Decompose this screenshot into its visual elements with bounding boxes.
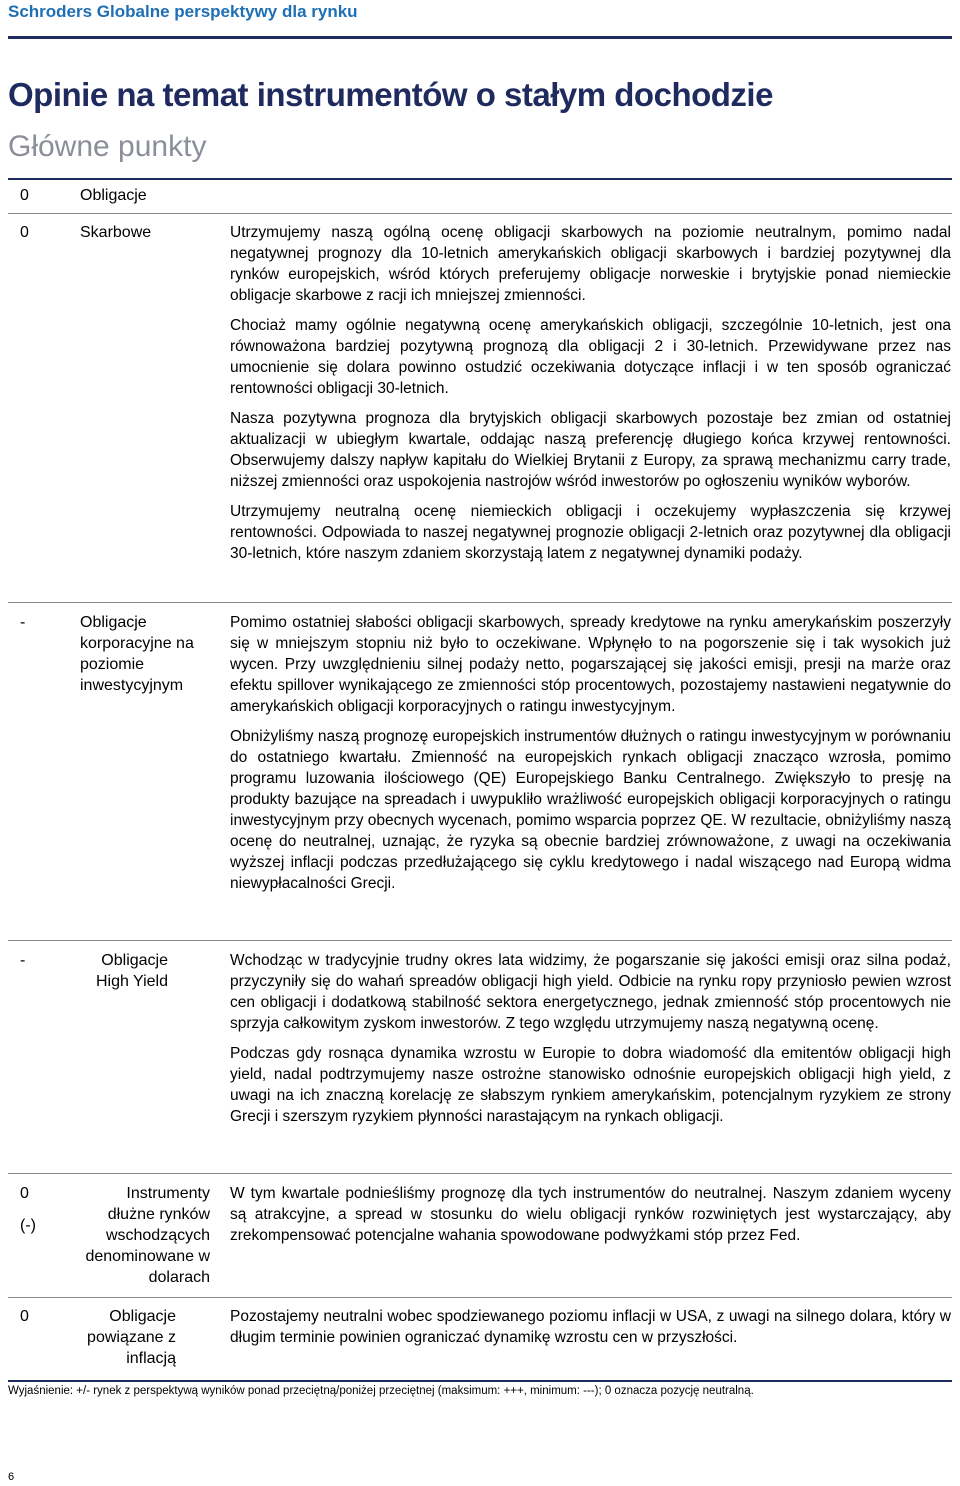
header-divider bbox=[8, 36, 952, 39]
page-number: 6 bbox=[8, 1471, 15, 1483]
outlook-row bbox=[8, 1297, 952, 1367]
table-bottom-rule bbox=[8, 1380, 952, 1382]
row-body bbox=[230, 950, 951, 1127]
score: - bbox=[20, 614, 26, 631]
row-body bbox=[230, 1183, 951, 1246]
outlook-row bbox=[8, 940, 952, 1125]
body-paragraph: Wchodząc w tradycyjnie trudny okres lata widzimy, że pogarszanie się jakości emisji oraz silna podaż, przyczyniły się do wahań spreadów obligacji high yield. Odbicie na rynku ropy przyniosło pewien wzrost cen obligacji i dodatkową stabilność sektora energetycznego, jednak zmienność stóp procentowych nie sprzyja całkowitym zyskom inwestorów. Z tego względu utrzymujemy naszą negatywną ocenę. bbox=[230, 952, 951, 1032]
row-body bbox=[230, 1306, 951, 1348]
body-paragraph: Utrzymujemy naszą ogólną ocenę obligacji skarbowych na poziomie neutralnym, pomimo nadal negatywnej prognozy dla 10-letnich amerykańskich obligacji skarbowych i bardziej pozytywnej dla rynków europejskich, wśród których preferujemy obligacje norweskie i brytyjskie ponad niemieckie obligacje skarbowe z racji ich mniejszej zmienności. bbox=[230, 224, 951, 304]
brand-header: Schroders Globalne perspektywy dla rynku bbox=[8, 2, 358, 21]
row-body bbox=[230, 222, 951, 564]
body-paragraph: Pomimo ostatniej słabości obligacji skarbowych, spready kredytowe na rynku amerykańskim poszerzyły się w mniejszym stopniu niż było to oczekiwane. Wpłynęło to na pogorszenie się i tak wysokich już wycen. Przy uwzględnieniu silnej podaży netto, pogarszającej się jakości emisji, presji na marże oraz efektu spillover wynikającego ze zmienności stóp procentowych, pozostajemy nastawieni negatywnie do amerykańskich obligacji korporacyjnych o ratingu inwestycyjnym. bbox=[230, 614, 951, 715]
row-label: Instrumenty dłużne rynków wschodzących denominowane w dolarach bbox=[85, 1185, 210, 1286]
page-subtitle: Główne punkty bbox=[8, 130, 207, 163]
footnote: Wyjaśnienie: +/- rynek z perspektywą wyników ponad przeciętną/poniżej przeciętnej (maksimum: +++, minimum: ---); 0 oznacza pozycję neutralną. bbox=[8, 1385, 754, 1397]
score: 0 bbox=[20, 224, 29, 241]
body-paragraph: W tym kwartale podnieśliśmy prognozę dla tych instrumentów do neutralnej. Naszym zdaniem wyceny są atrakcyjne, a spread w stosunku do wielu obligacji rynków rozwiniętych jest wystarczający, aby zrekompensować potencjalne wahania spowodowane podwyżkami stóp przez Fed. bbox=[230, 1185, 951, 1244]
row-label: Obligacje powiązane z inflacją bbox=[87, 1308, 176, 1367]
outlook-row bbox=[8, 213, 952, 562]
score: 0 bbox=[20, 1308, 29, 1325]
body-paragraph: Podczas gdy rosnąca dynamika wzrostu w Europie to dobra wiadomość dla emitentów obligacji high yield, nadal podtrzymujemy nasze ostrożne stanowisko odnośnie europejskich obligacji high yield, z uwagi na ich znaczną korelację ze słabszym rynkiem amerykańskim, potencjalnym ryzykiem ze strony Grecji i szerszym ryzykiem płynności narastającym na rynkach obligacji. bbox=[230, 1045, 951, 1125]
row-label: Obligacje korporacyjne na poziomie inwestycyjnym bbox=[80, 614, 194, 694]
score: 0 bbox=[20, 1185, 29, 1202]
row-label: Obligacje bbox=[80, 187, 147, 204]
body-paragraph: Chociaż mamy ogólnie negatywną ocenę amerykańskich obligacji, szczególnie 10-letnich, jest ona równoważona bardziej pozytywną prognozą dla obligacji 2 i 30-letnich. Przewidywane przez nas umocnienie się dolara powinno ostudzić oczekiwania dotyczące inflacji i w ten sposób ograniczać rentowności obligacji 30-letnich. bbox=[230, 317, 951, 397]
body-paragraph: Utrzymujemy neutralną ocenę niemieckich obligacji i oczekujemy wypłaszczenia się krzywej rentowności. Odpowiada to naszej negatywnej prognozie obligacji 2-letnich oraz pozytywnej dla obligacji 30-letnich, które naszym zdaniem skorzystają latem z negatywnej dynamiki podaży. bbox=[230, 503, 951, 562]
row-body bbox=[230, 612, 951, 894]
outlook-row bbox=[8, 1173, 952, 1286]
score: 0 bbox=[20, 187, 29, 204]
score-previous: (-) bbox=[20, 1217, 36, 1234]
body-paragraph: Obniżyliśmy naszą prognozę europejskich instrumentów dłużnych o ratingu inwestycyjnym w porównaniu do ostatniego kwartału. Zmienność na europejskich rynkach obligacji znacząco wzrosła, pomimo programu luzowania ilościowego (QE) Europejskiego Banku Centralnego. Zwiększyło to presję na produkty bazujące na spreadach i uwypukliło wrażliwość europejskich obligacji korporacyjnych o ratingu inwestycyjnym przy obecnych wycenach, pomimo wsparcia poprzez QE. W rezultacie, obniżyliśmy naszą ocenę do neutralnej, uznając, że ryzyka są obecnie bardziej zrównoważone, z uwagi na oczekiwania wyższej inflacji podczas przedłużającego się cyklu kredytowego i nadal wiszącego nad Europą widma niewypłacalności Grecji. bbox=[230, 728, 952, 892]
row-label: Skarbowe bbox=[80, 224, 152, 241]
row-label: Obligacje High Yield bbox=[95, 952, 168, 990]
page-title: Opinie na temat instrumentów o stałym dochodzie bbox=[8, 76, 773, 113]
outlook-row bbox=[8, 602, 952, 892]
outlook-row bbox=[8, 178, 952, 204]
score: - bbox=[20, 952, 26, 969]
body-paragraph: Nasza pozytywna prognoza dla brytyjskich obligacji skarbowych pozostaje bez zmian od ostatniej aktualizacji w ubiegłym kwartale, oddając naszą preferencję długiego końca krzywej rentowności. Obserwujemy dalszy napływ kapitału do Wielkiej Brytanii z Europy, za sprawą mechanizmu carry trade, niższej zmienności oraz uspokojenia nastrojów wśród inwestorów po ogłoszeniu wyników wyborów. bbox=[230, 410, 951, 490]
body-paragraph: Pozostajemy neutralni wobec spodziewanego poziomu inflacji w USA, z uwagi na silnego dolara, który w długim terminie powinien ograniczać dynamikę wzrostu cen w przyszłości. bbox=[230, 1308, 951, 1346]
